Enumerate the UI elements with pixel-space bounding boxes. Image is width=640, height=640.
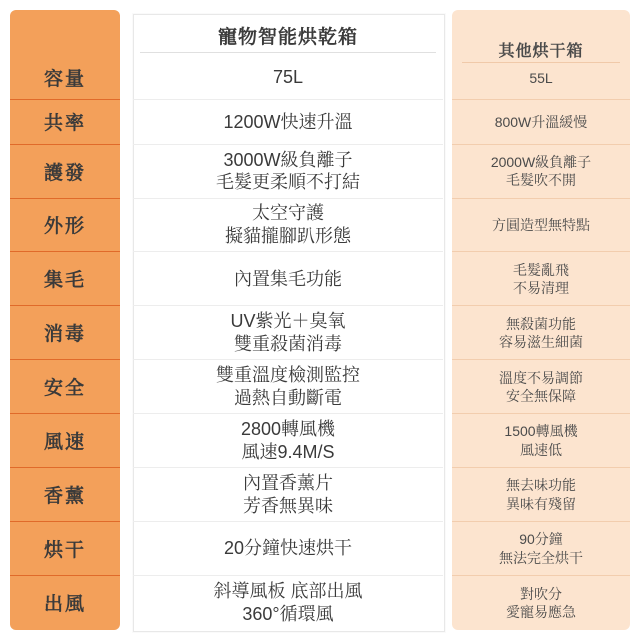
row-label: 消毒 xyxy=(10,306,120,360)
cell-product-feature xyxy=(133,199,443,253)
cell-text-line: 3000W級負離子 xyxy=(223,149,353,170)
table-row xyxy=(0,199,640,253)
cell-text-line: 800W升溫緩慢 xyxy=(494,113,588,130)
cell-product-feature xyxy=(133,100,443,144)
cell-text-line: 擬貓攏腳趴形態 xyxy=(225,225,351,246)
cell-text-line: 2800轉風機 xyxy=(240,419,336,440)
cell-text-line: 不易清理 xyxy=(513,279,569,296)
cell-product-feature xyxy=(133,468,443,522)
cell-text-line: 容易滋生細菌 xyxy=(499,333,583,350)
cell-competitor-feature xyxy=(452,360,630,414)
cell-text-line: 1200W快速升溫 xyxy=(223,111,353,132)
cell-competitor-feature xyxy=(452,468,630,522)
row-label: 護發 xyxy=(10,145,120,199)
cell-competitor-feature xyxy=(452,199,630,253)
cell-text-line: 風速9.4M/S xyxy=(241,441,335,462)
cell-text-line: 360°循環風 xyxy=(242,603,334,624)
row-label: 共率 xyxy=(10,100,120,144)
cell-text-line: 無法完全烘干 xyxy=(499,549,583,566)
cell-competitor-feature xyxy=(452,252,630,306)
cell-text-line: 20分鐘快速烘干 xyxy=(223,538,353,559)
cell-competitor-feature xyxy=(452,414,630,468)
table-row xyxy=(0,100,640,144)
table-row xyxy=(0,252,640,306)
cell-text-line: 1500轉風機 xyxy=(504,423,578,440)
table-row xyxy=(0,522,640,576)
row-label: 外形 xyxy=(10,199,120,253)
cell-text-line: UV紫光＋臭氧 xyxy=(230,311,346,332)
cell-text-line: 毛髮更柔順不打結 xyxy=(216,172,360,193)
cell-text-line: 斜導風板 底部出風 xyxy=(213,581,363,602)
right-column-header: 其他烘干箱 xyxy=(498,43,584,60)
cell-competitor-feature xyxy=(452,56,630,100)
cell-text-line: 對吹分 xyxy=(520,585,562,602)
cell-text-line: 太空守護 xyxy=(252,203,324,224)
row-label: 香薰 xyxy=(10,468,120,522)
row-label: 烘干 xyxy=(10,522,120,576)
table-row xyxy=(0,145,640,199)
cell-product-feature xyxy=(133,306,443,360)
cell-product-feature xyxy=(133,145,443,199)
table-row xyxy=(0,360,640,414)
cell-product-feature xyxy=(133,414,443,468)
cell-text-line: 雙重溫度檢測監控 xyxy=(216,365,360,386)
cell-text-line: 毛髮吹不開 xyxy=(506,172,576,189)
cell-competitor-feature xyxy=(452,522,630,576)
row-label: 風速 xyxy=(10,414,120,468)
cell-text-line: 溫度不易調節 xyxy=(499,369,583,386)
cell-text-line: 異味有殘留 xyxy=(506,495,576,512)
middle-column-header: 寵物智能烘乾箱 xyxy=(217,27,358,48)
cell-competitor-feature xyxy=(452,145,630,199)
table-row xyxy=(0,576,640,630)
table-body xyxy=(0,56,640,630)
cell-text-line: 2000W級負離子 xyxy=(490,153,592,170)
cell-product-feature xyxy=(133,56,443,100)
cell-competitor-feature xyxy=(452,306,630,360)
cell-text-line: 風速低 xyxy=(520,441,562,458)
cell-text-line: 無去味功能 xyxy=(506,477,576,494)
table-row xyxy=(0,56,640,100)
cell-competitor-feature xyxy=(452,100,630,144)
cell-competitor-feature xyxy=(452,576,630,630)
cell-text-line: 安全無保障 xyxy=(506,387,576,404)
cell-text-line: 愛寵易應急 xyxy=(506,603,576,620)
cell-text-line: 內置香薰片 xyxy=(243,473,333,494)
cell-text-line: 雙重殺菌消毒 xyxy=(234,333,342,354)
cell-text-line: 毛髮亂飛 xyxy=(513,261,569,278)
cell-text-line: 55L xyxy=(529,69,553,86)
table-row xyxy=(0,468,640,522)
cell-text-line: 內置集毛功能 xyxy=(234,268,342,289)
cell-text-line: 75L xyxy=(272,67,304,88)
cell-text-line: 芳香無異味 xyxy=(243,495,333,516)
cell-text-line: 無殺菌功能 xyxy=(506,315,576,332)
cell-text-line: 方圓造型無特點 xyxy=(492,216,590,233)
cell-text-line: 90分鐘 xyxy=(519,531,563,548)
row-label: 出風 xyxy=(43,594,86,616)
cell-text-line: 過熱自動斷電 xyxy=(234,387,342,408)
cell-product-feature xyxy=(133,252,443,306)
row-label: 安全 xyxy=(10,360,120,414)
table-row xyxy=(0,306,640,360)
row-label: 容量 xyxy=(10,56,120,100)
row-label: 集毛 xyxy=(10,252,120,306)
cell-product-feature xyxy=(133,522,443,576)
middle-header-divider xyxy=(140,52,436,53)
table-row xyxy=(0,414,640,468)
cell-product-feature xyxy=(133,360,443,414)
cell-product-feature xyxy=(133,576,443,630)
